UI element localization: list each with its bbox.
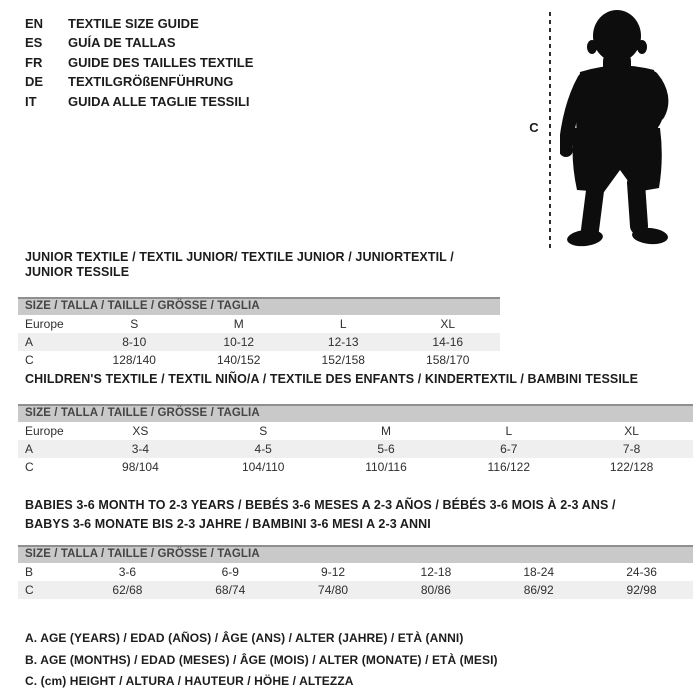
table-row [18, 351, 500, 369]
size-header-bar: SIZE / TALLA / TAILLE / GRÖSSE / TAGLIA [18, 545, 693, 563]
size-cell: L [339, 317, 347, 331]
size-cell: 24-36 [626, 565, 657, 579]
size-cell: 62/68 [112, 583, 143, 597]
language-code: FR [25, 54, 43, 70]
size-header-bar: SIZE / TALLA / TAILLE / GRÖSSE / TAGLIA [18, 404, 693, 422]
language-title: TEXTILE SIZE GUIDE [68, 16, 199, 31]
table-row [18, 440, 693, 458]
table-row [18, 315, 500, 333]
size-header-bar: SIZE / TALLA / TAILLE / GRÖSSE / TAGLIA [18, 297, 500, 315]
size-cell: 5-6 [377, 442, 395, 456]
table-row [18, 333, 500, 351]
table-row [18, 422, 693, 440]
language-title: GUIDE DES TAILLES TEXTILE [68, 54, 254, 70]
size-cell: XL [624, 424, 639, 438]
size-cell: 68/74 [215, 583, 246, 597]
size-cell: 3-6 [118, 565, 137, 579]
size-cell: 74/80 [318, 583, 349, 597]
language-title-list [25, 14, 253, 111]
size-cell: 9-12 [321, 565, 346, 579]
language-code: IT [25, 93, 37, 109]
table-row [18, 563, 693, 581]
table-title-line: BABIES 3-6 MONTH TO 2-3 YEARS / BEBÉS 3-6 MESES A 2-3 AÑOS / BÉBÉS 3-6 MOIS À 2-3 ANS / [25, 498, 616, 512]
size-cell: 104/110 [241, 460, 285, 474]
footnote-height-cm: C. (cm) HEIGHT / ALTURA / HAUTEUR / HÖHE / ALTEZZA [25, 674, 354, 689]
junior-textile-table [18, 250, 500, 369]
height-measure-label: C [529, 120, 539, 135]
size-cell: 110/116 [365, 460, 407, 474]
size-cell: 12-13 [327, 335, 359, 349]
measurement-footnotes [25, 628, 498, 693]
row-label: A [25, 335, 34, 349]
table-title-line: BABYS 3-6 MONATE BIS 2-3 JAHRE / BAMBINI 3-6 MESI A 2-3 ANNI [25, 517, 431, 531]
row-label: Europe [25, 317, 64, 331]
size-cell: 140/152 [217, 353, 261, 367]
size-cell: 6-7 [500, 442, 518, 456]
size-cell: M [233, 317, 244, 331]
height-measure-dashed-line [549, 12, 551, 248]
size-cell: 86/92 [523, 583, 554, 597]
row-label: Europe [25, 424, 64, 438]
size-cell: 98/104 [122, 460, 159, 474]
size-cell: 7-8 [622, 442, 641, 456]
footnote-age-months: B. AGE (MONTHS) / EDAD (MESES) / ÂGE (MOIS) / ALTER (MONATE) / ETÀ (MESI) [25, 652, 498, 667]
language-title: TEXTILGRÖßENFÜHRUNG [68, 74, 234, 90]
language-title: GUIDA ALLE TAGLIE TESSILI [68, 93, 250, 109]
table-row [18, 581, 693, 599]
language-row [25, 92, 253, 111]
size-cell: 4-5 [254, 442, 272, 456]
row-label: C [25, 583, 34, 597]
row-label: C [25, 353, 34, 367]
size-cell: 18-24 [523, 565, 555, 579]
babies-textile-table [18, 496, 693, 599]
language-title: GUÍA DE TALLAS [68, 35, 176, 51]
language-code: ES [25, 35, 43, 51]
language-row [25, 14, 253, 33]
size-cell: M [380, 424, 391, 438]
size-cell: 8-10 [122, 335, 147, 349]
row-label: C [25, 460, 34, 474]
language-row [25, 53, 253, 72]
size-cell: 12-18 [420, 565, 452, 579]
language-row [25, 33, 253, 52]
size-cell: 158/170 [426, 353, 470, 367]
language-code: DE [25, 74, 44, 90]
size-cell: S [130, 317, 139, 331]
language-row [25, 72, 253, 91]
size-cell: L [505, 424, 513, 438]
table-title [25, 496, 693, 534]
size-table [18, 315, 500, 369]
row-label: B [25, 565, 34, 579]
size-table [18, 422, 693, 476]
row-label: A [25, 442, 34, 456]
size-cell: 80/86 [420, 583, 451, 597]
size-cell: S [259, 424, 268, 438]
size-cell: 152/158 [321, 353, 365, 367]
size-cell: 14-16 [432, 335, 464, 349]
size-cell: 116/122 [487, 460, 531, 474]
size-cell: 128/140 [112, 353, 156, 367]
footnote-age-years: A. AGE (YEARS) / EDAD (AÑOS) / ÂGE (ANS) / ALTER (JAHRE) / ETÀ (ANNI) [25, 631, 464, 645]
standing-baby-silhouette-icon [560, 8, 695, 253]
language-code: EN [25, 16, 44, 31]
size-cell: 3-4 [131, 442, 150, 456]
size-cell: XL [440, 317, 456, 331]
size-cell: 122/128 [609, 460, 654, 474]
size-cell: 10-12 [223, 335, 255, 349]
size-table [18, 563, 693, 599]
size-cell: XS [132, 424, 149, 438]
size-cell: 92/98 [626, 583, 657, 597]
table-row [18, 458, 693, 476]
table-title: JUNIOR TEXTILE / TEXTIL JUNIOR/ TEXTILE JUNIOR / JUNIORTEXTIL / JUNIOR TESSILE [25, 250, 454, 279]
size-cell: 6-9 [221, 565, 239, 579]
childrens-textile-table [18, 372, 693, 476]
table-title: CHILDREN'S TEXTILE / TEXTIL NIÑO/A / TEXTILE DES ENFANTS / KINDERTEXTIL / BAMBINI TESSILE [25, 372, 639, 386]
